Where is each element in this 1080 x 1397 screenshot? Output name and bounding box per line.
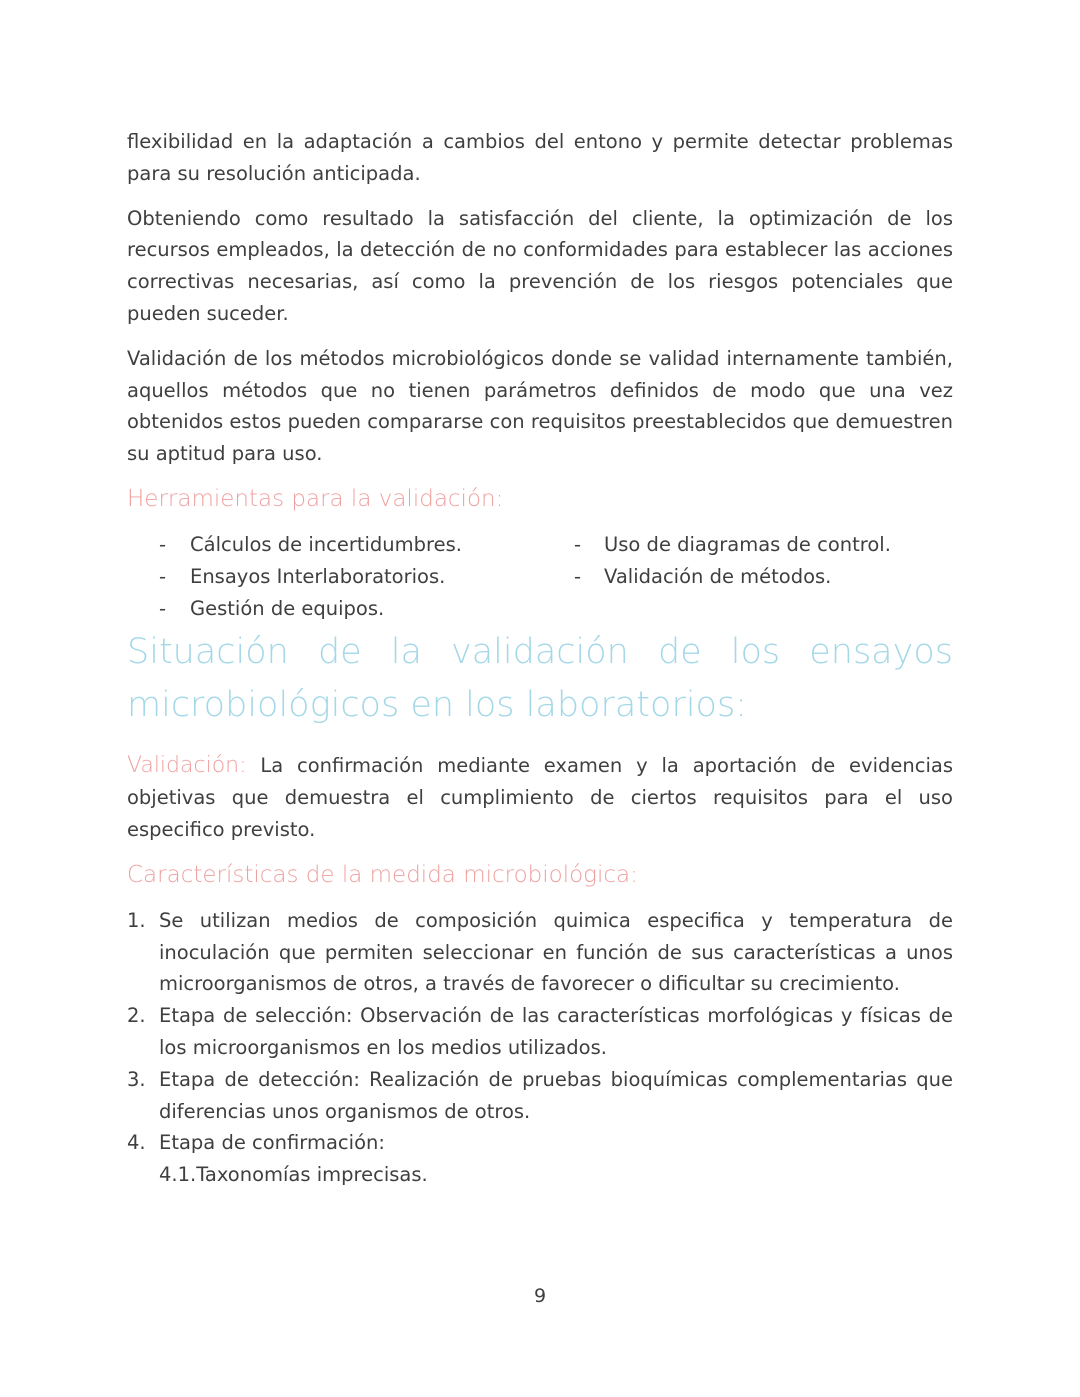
bullet-dash: - — [159, 596, 167, 620]
list-item-text: Cálculos de incertidumbres. — [190, 532, 462, 556]
bullet-dash: - — [159, 532, 167, 556]
list-item-text: Etapa de selección: Observación de las características morfológicas y físicas de los microorganismos en los medios utilizados. — [159, 1004, 953, 1059]
list-item-text: Gestión de equipos. — [190, 596, 385, 620]
tools-list-right — [571, 529, 953, 624]
list-item-text: Validación de métodos. — [604, 564, 832, 588]
list-item — [127, 1064, 953, 1128]
list-item-number: 4. — [127, 1131, 146, 1155]
definition-term: Validación: — [127, 753, 247, 779]
list-item — [127, 905, 953, 1000]
paragraph: Validación de los métodos microbiológicos donde se validad internamente también, aquellos métodos que no tienen parámetros definidos de modo que una vez obtenidos estos pueden compararse con requisitos preestablecidos que demuestren su aptitud para uso. — [127, 346, 953, 466]
characteristics-heading: Características de la medida microbiológica: — [127, 861, 638, 888]
list-item-body — [159, 1127, 953, 1191]
sub-list-item — [159, 1159, 953, 1191]
list-item — [571, 561, 953, 593]
tools-heading: Herramientas para la validación: — [127, 485, 504, 512]
bullet-dash: - — [574, 532, 582, 556]
tools-list — [127, 529, 953, 624]
list-item-text: Ensayos Interlaboratorios. — [190, 564, 446, 588]
sub-list-item-text: Taxonomías imprecisas. — [196, 1163, 428, 1187]
characteristics-list — [127, 905, 953, 1191]
page-number: 9 — [533, 1285, 547, 1307]
tools-list-left — [127, 529, 571, 624]
paragraph: Obteniendo como resultado la satisfacción del cliente, la optimización de los recursos empleados, la detección de no conformidades para establecer las acciones correctivas necesarias, así como la prevención de los riesgos potenciales que pueden suceder. — [127, 206, 953, 325]
list-item-number: 3. — [127, 1067, 146, 1091]
list-item — [127, 1127, 953, 1191]
list-item-text: Uso de diagramas de control. — [604, 532, 891, 556]
bullet-dash: - — [574, 564, 582, 588]
page-content — [127, 126, 953, 1191]
sub-list-item-number: 4.1. — [159, 1163, 197, 1187]
list-item — [571, 529, 953, 561]
definition-paragraph — [127, 750, 953, 845]
list-item-number: 1. — [127, 908, 146, 932]
paragraph: flexibilidad en la adaptación a cambios del entono y permite detectar problemas para su resolución anticipada. — [127, 130, 953, 185]
list-item-text: Etapa de confirmación: — [159, 1131, 385, 1155]
list-item — [127, 593, 571, 625]
list-item-text: Se utilizan medios de composición quimica especifica y temperatura de inoculación que permiten seleccionar en función de sus características a unos microorganismos de otros, a través de favorecer o dificultar su crecimiento. — [159, 908, 953, 996]
list-item-text: Etapa de detección: Realización de pruebas bioquímicas complementarias que diferencias unos organismos de otros. — [159, 1067, 953, 1123]
definition-text: La confirmación mediante examen y la aportación de evidencias objetivas que demuestra el cumplimiento de ciertos requisitos para el uso especifico previsto. — [127, 754, 953, 841]
section-title: Situación de la validación de los ensayos microbiológicos en los laboratorios: — [127, 632, 953, 726]
bullet-dash: - — [159, 564, 167, 588]
list-item — [127, 529, 571, 561]
list-item-number: 2. — [127, 1004, 146, 1028]
list-item — [127, 1000, 953, 1064]
list-item — [127, 561, 571, 593]
